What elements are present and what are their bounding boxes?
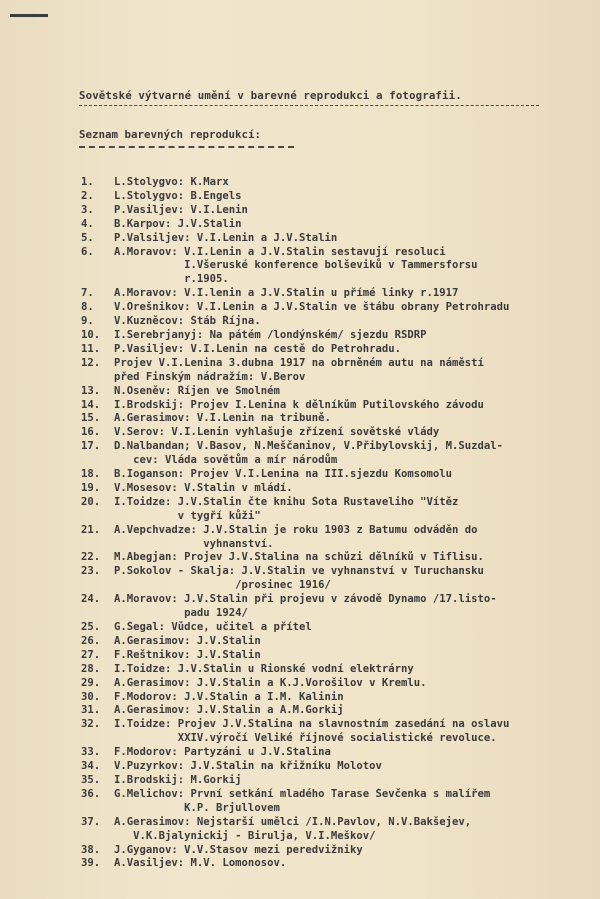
item-number: 27. [81,648,101,661]
item-line: cev: Vláda sovětům a mír národům [114,454,338,467]
item-number: 8. [81,301,94,314]
item-line: I.Toidze: J.V.Stalin čte knihu Šota Rustaveliho "Vítěz [114,495,459,508]
item-text [114,816,600,844]
item-line: P.Valsiljev: V.I.Lenin a J.V.Stalin [114,231,338,244]
item-line: V.K.Bjalynickij - Birulja, V.I.Meškov/ [114,829,376,842]
item-line: V.Orešnikov: V.I.Lenin a J.V.Stalin ve štábu obrany Petrohradu [114,301,510,314]
list-item [0,440,600,468]
item-text [114,204,600,218]
item-text [114,329,600,343]
item-text [114,621,600,635]
item-text [114,468,600,482]
item-number: 30. [81,690,101,703]
item-number: 37. [81,815,101,828]
list-item [0,635,600,649]
item-number: 31. [81,704,101,717]
item-line: V.Mosesov: V.Stalin v mládí. [114,481,293,494]
item-text [114,649,600,663]
item-number: 35. [81,773,101,786]
item-number: 7. [81,287,94,300]
item-line: B.Karpov: J.V.Stalin [114,217,242,230]
item-text [114,287,600,301]
item-number: 12. [81,356,101,369]
item-number: 14. [81,398,101,411]
list-item [0,496,600,524]
item-text [114,565,600,593]
item-text [114,426,600,440]
item-text [114,176,600,190]
list-item [0,677,600,691]
item-line: A.Gerasimov: J.V.Stalin a K.J.Vorošilov v Kremlu. [114,676,427,689]
list-item [0,343,600,357]
item-line: vyhnanství. [114,537,274,550]
item-line: A.Moravov: V.I.lenin a J.V.Stalin u přímé linky r.1917 [114,287,459,300]
item-line: Projev V.I.Lenina 3.dubna 1917 na obrněném autu na náměstí [114,356,484,369]
item-line: F.Modorov: J.V.Stalin a I.M. Kalinin [114,690,344,703]
item-text [114,357,600,385]
item-number: 13. [81,384,101,397]
list-item [0,704,600,718]
item-number: 17. [81,440,101,453]
list-item [0,593,600,621]
item-line: F.Modorov: Partyzáni u J.V.Stalina [114,746,331,759]
item-text [114,190,600,204]
list-item [0,844,600,858]
item-number: 32. [81,718,101,731]
list-item [0,412,600,426]
item-number: 1. [81,176,94,188]
list-item [0,482,600,496]
list-item [0,718,600,746]
list-item [0,176,600,190]
item-text [114,663,600,677]
item-number: 15. [81,412,101,425]
item-line: V.Serov: V.I.Lenin vyhlašuje zřízení sovětské vlády [114,426,440,439]
item-text [114,343,600,357]
item-text [114,246,600,288]
item-number: 23. [81,565,101,578]
item-text [114,496,600,524]
item-number: 38. [81,843,101,856]
list-item [0,565,600,593]
item-number: 11. [81,342,101,355]
item-text [114,482,600,496]
list-item [0,857,600,871]
item-line: A.Gerasimov: Nejstarší umělci /I.N.Pavlov, N.V.Bakšejev, [114,815,472,828]
item-line: A.Moravov: V.I.Lenin a J.V.Stalin sestavují resoluci [114,245,446,258]
item-number: 2. [81,189,94,202]
item-number: 22. [81,551,101,564]
item-line: F.Reštnikov: J.V.Stalin [114,648,261,661]
item-text [114,315,600,329]
item-text [114,301,600,315]
list-item [0,232,600,246]
list-item [0,760,600,774]
item-line: XXIV.výročí Veliké říjnové socialistické revoluce. [114,732,497,745]
item-line: K.P. Brjullovem [114,801,280,814]
list-item [0,357,600,385]
item-number: 20. [81,495,101,508]
item-line: N.Oseněv: Říjen ve Smolném [114,384,280,397]
item-line: J.Gyganov: V.V.Stasov mezi peredvižniky [114,843,363,856]
item-number: 29. [81,676,101,689]
item-text [114,788,600,816]
list-item [0,746,600,760]
item-line: I.Serebrjanyj: Na pátém /londýnském/ sjezdu RSDRP [114,328,427,341]
list-item [0,816,600,844]
item-line: B.Ioganson: Projev V.I.Lenina na III.sjezdu Komsomolu [114,468,453,481]
corner-mark [10,14,48,17]
item-text [114,385,600,399]
item-line: D.Nalbandan; V.Basov, N.Meščaninov, V.Přibylovskij, M.Suzdal- [114,440,504,453]
item-line: P.Sokolov - Skalja: J.V.Stalin ve vyhnanství v Turuchansku [114,565,484,578]
list-item [0,524,600,552]
item-text [114,760,600,774]
item-line: I.Toidze: Projev J.V.Stalina na slavnostním zasedání na oslavu [114,718,510,731]
item-text [114,844,600,858]
item-number: 26. [81,634,101,647]
list-item [0,663,600,677]
item-text [114,746,600,760]
item-text [114,218,600,232]
list-item [0,426,600,440]
section-underline [79,146,294,148]
item-text [114,691,600,705]
item-line: A.Vepchvadze: J.V.Stalin je roku 1903 z Batumu odváděn do [114,523,478,536]
item-line: v tygří kůži" [114,509,261,522]
item-number: 5. [81,231,94,244]
list-item [0,468,600,482]
item-line: I.Všeruské konference bolševiků v Tammersforsu [114,259,478,272]
item-line: A.Gerasimov: V.I.Lenin na tribuně. [114,412,331,425]
item-text [114,399,600,413]
item-line: r.1905. [114,273,229,286]
item-text [114,232,600,246]
reproduction-list [0,176,600,871]
item-line: padu 1924/ [114,607,248,620]
item-text [114,774,600,788]
item-number: 4. [81,217,94,230]
item-number: 9. [81,315,94,328]
section-heading: Seznam barevných reprodukcí: [79,128,262,141]
item-line: A.Moravov: J.V.Stalin při projevu v závodě Dynamo /17.listo- [114,593,497,606]
item-number: 16. [81,426,101,439]
item-text [114,677,600,691]
item-line: I.Brodskij: Projev I.Lenina k dělníkům Putilovského závodu [114,398,484,411]
item-line: I.Brodskij: M.Gorkij [114,773,242,786]
list-item [0,287,600,301]
title-underline [79,105,539,106]
item-text [114,635,600,649]
item-number: 3. [81,203,94,216]
list-item [0,399,600,413]
item-text [114,593,600,621]
item-line: G.Melichov: První setkání mladého Tarase Ševčenka s malířem [114,787,491,800]
item-text [114,718,600,746]
item-number: 19. [81,481,101,494]
list-item [0,621,600,635]
item-line: G.Šegal: Vůdce, učitel a přítel [114,621,312,633]
list-item [0,190,600,204]
item-number: 28. [81,662,101,675]
item-number: 6. [81,245,94,258]
list-item [0,204,600,218]
list-item [0,649,600,663]
item-line: V.Kuzněcov: Štáb Října. [114,315,261,328]
list-item [0,551,600,565]
item-line: před Finským nádražím: V.Berov [114,370,306,383]
list-item [0,218,600,232]
item-line: A.Vasiljev: M.V. Lomonosov. [114,857,287,870]
item-number: 33. [81,746,101,759]
item-number: 34. [81,760,101,773]
item-text [114,524,600,552]
item-number: 18. [81,468,101,481]
item-number: 10. [81,328,101,341]
list-item [0,385,600,399]
item-line: V.Puzyrkov: J.V.Stalin na křižníku Molotov [114,760,382,773]
list-item [0,329,600,343]
item-line: L.Stolygvo: K.Marx [114,176,229,188]
document-title: Sovětské výtvarné umění v barevné reprodukci a fotografii. [79,89,462,102]
list-item [0,301,600,315]
item-line: A.Gerasimov: J.V.Stalin a A.M.Gorkij [114,704,344,717]
item-line: M.Abegjan: Projev J.V.Stalina na schůzi dělníků v Tiflisu. [114,551,484,564]
list-item [0,246,600,288]
item-line: /prosinec 1916/ [114,579,331,592]
item-number: 25. [81,621,101,633]
item-line: L.Stolygvo: B.Engels [114,189,242,202]
list-item [0,774,600,788]
item-line: A.Gerasimov: J.V.Stalin [114,634,261,647]
item-line: P.Vasiljev: V.I.Lenin na cestě do Petrohradu. [114,342,402,355]
list-item [0,788,600,816]
item-text [114,440,600,468]
item-number: 24. [81,593,101,606]
item-line: I.Toidze: J.V.Stalin u Rionské vodní elektrárny [114,662,414,675]
item-number: 21. [81,523,101,536]
list-item [0,691,600,705]
item-number: 39. [81,857,101,870]
item-text [114,412,600,426]
item-text [114,857,600,871]
item-text [114,704,600,718]
item-number: 36. [81,787,101,800]
item-text [114,551,600,565]
list-item [0,315,600,329]
item-line: P.Vasiljev: V.I.Lenin [114,203,248,216]
